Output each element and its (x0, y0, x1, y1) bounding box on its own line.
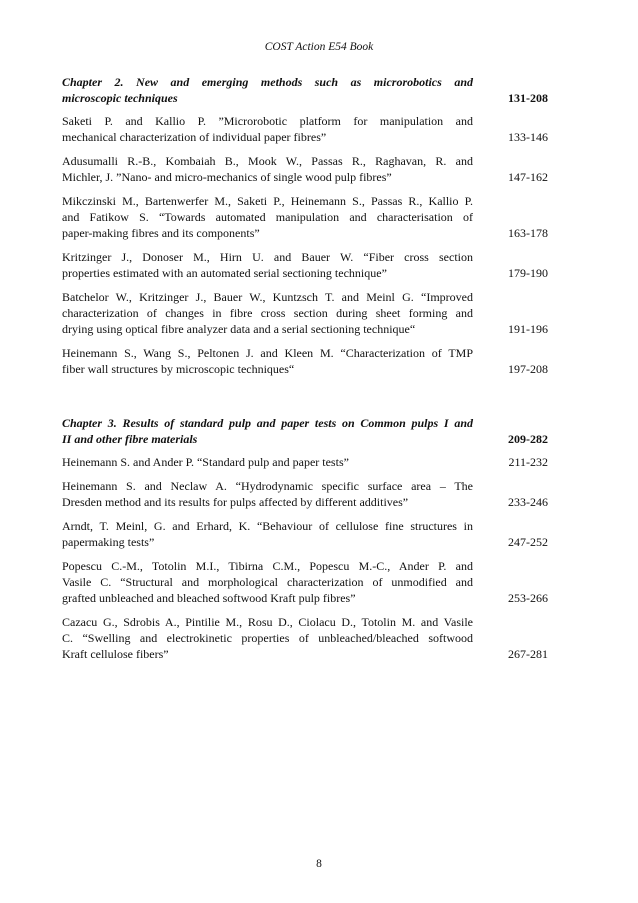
text-line: drying using optical fibre analyzer data and a serial sectioning technique“ (62, 322, 416, 336)
text-line: Popescu C.-M., Totolin M.I., Tibirna C.M., Popescu M.-C., Ander P. and (62, 559, 473, 573)
chapter-title (62, 74, 473, 106)
entry-page-range: 147-162 (508, 170, 548, 184)
text-line: C. “Swelling and electrokinetic properties of unbleached/bleached softwood (62, 631, 473, 645)
page-number: 8 (316, 858, 322, 870)
toc-entry (62, 345, 548, 377)
entry-citation (62, 558, 473, 606)
entry-page-range: 211-232 (508, 455, 548, 469)
text-line: Heinemann S. and Ander P. “Standard pulp and paper tests” (62, 455, 349, 469)
toc-entry (62, 478, 548, 510)
chapter-page-range: 131-208 (508, 91, 548, 105)
chapter-heading (62, 74, 548, 106)
text-line: mechanical characterization of individual paper fibres” (62, 130, 327, 144)
entry-page-range: 179-190 (508, 266, 548, 280)
text-line: Batchelor W., Kritzinger J., Bauer W., Kuntzsch T. and Meinl G. “Improved (62, 290, 473, 304)
text-line: Heinemann S. and Neclaw A. “Hydrodynamic specific surface area – The (62, 479, 473, 493)
entry-citation (62, 113, 473, 145)
toc-entry (62, 193, 548, 241)
text-line: grafted unbleached and bleached softwood Kraft pulp fibres” (62, 591, 356, 605)
text-line: Dresden method and its results for pulps affected by different additives” (62, 495, 409, 509)
entry-citation (62, 454, 473, 470)
text-line: II and other fibre materials (62, 432, 198, 446)
text-line: Heinemann S., Wang S., Peltonen J. and Kleen M. “Characterization of TMP (62, 346, 473, 360)
toc-entry (62, 249, 548, 281)
toc-entry (62, 113, 548, 145)
running-header: COST Action E54 Book (264, 41, 374, 53)
chapter-title (62, 415, 473, 447)
toc-entry (62, 518, 548, 550)
text-line: properties estimated with an automated serial sectioning technique” (62, 266, 387, 280)
entry-page-range: 197-208 (508, 362, 548, 376)
text-line: Michler, J. ”Nano- and micro-mechanics of single wood pulp fibres” (62, 170, 392, 184)
text-line: Adusumalli R.-B., Kombaiah B., Mook W., Passas R., Raghavan, R. and (62, 154, 473, 168)
text-line: characterization of changes in fibre cross section during sheet forming and (62, 306, 473, 320)
text-line: paper-making fibres and its components” (62, 226, 260, 240)
entry-citation (62, 345, 473, 377)
entry-citation (62, 518, 473, 550)
text-line: Mikczinski M., Bartenwerfer M., Saketi P., Heinemann S., Passas R., Kallio P. (62, 194, 473, 208)
text-line: Kritzinger J., Donoser M., Hirn U. and Bauer W. “Fiber cross section (62, 250, 473, 264)
entry-page-range: 163-178 (508, 226, 548, 240)
text-line: Cazacu G., Sdrobis A., Pintilie M., Rosu D., Ciolacu D., Totolin M. and Vasile (62, 615, 473, 629)
section-spacer (62, 385, 548, 415)
text-line: Vasile C. “Structural and morphological characterization of unmodified and (62, 575, 473, 589)
entry-citation (62, 614, 473, 662)
toc-entry (62, 558, 548, 606)
table-of-contents (62, 74, 548, 670)
entry-page-range: 133-146 (508, 130, 548, 144)
text-line: Kraft cellulose fibers” (62, 647, 169, 661)
entry-page-range: 253-266 (508, 591, 548, 605)
text-line: Saketi P. and Kallio P. ”Microrobotic platform for manipulation and (62, 114, 473, 128)
entry-citation (62, 478, 473, 510)
entry-page-range: 247-252 (508, 535, 548, 549)
text-line: papermaking tests” (62, 535, 155, 549)
chapter-page-range: 209-282 (508, 432, 548, 446)
entry-citation (62, 289, 473, 337)
text-line: Chapter 2. New and emerging methods such as microrobotics and (62, 75, 473, 89)
toc-entry (62, 614, 548, 662)
text-line: Arndt, T. Meinl, G. and Erhard, K. “Behaviour of cellulose fine structures in (62, 519, 473, 533)
toc-entry (62, 289, 548, 337)
toc-entry (62, 153, 548, 185)
text-line: and Fatikow S. “Towards automated manipulation and characterisation of (62, 210, 473, 224)
entry-citation (62, 249, 473, 281)
entry-page-range: 267-281 (508, 647, 548, 661)
text-line: Chapter 3. Results of standard pulp and paper tests on Common pulps I and (62, 416, 473, 430)
entry-page-range: 233-246 (508, 495, 548, 509)
text-line: fiber wall structures by microscopic techniques“ (62, 362, 295, 376)
chapter-heading (62, 415, 548, 447)
entry-citation (62, 153, 473, 185)
entry-page-range: 191-196 (508, 322, 548, 336)
toc-entry (62, 454, 548, 470)
entry-citation (62, 193, 473, 241)
text-line: microscopic techniques (62, 91, 178, 105)
